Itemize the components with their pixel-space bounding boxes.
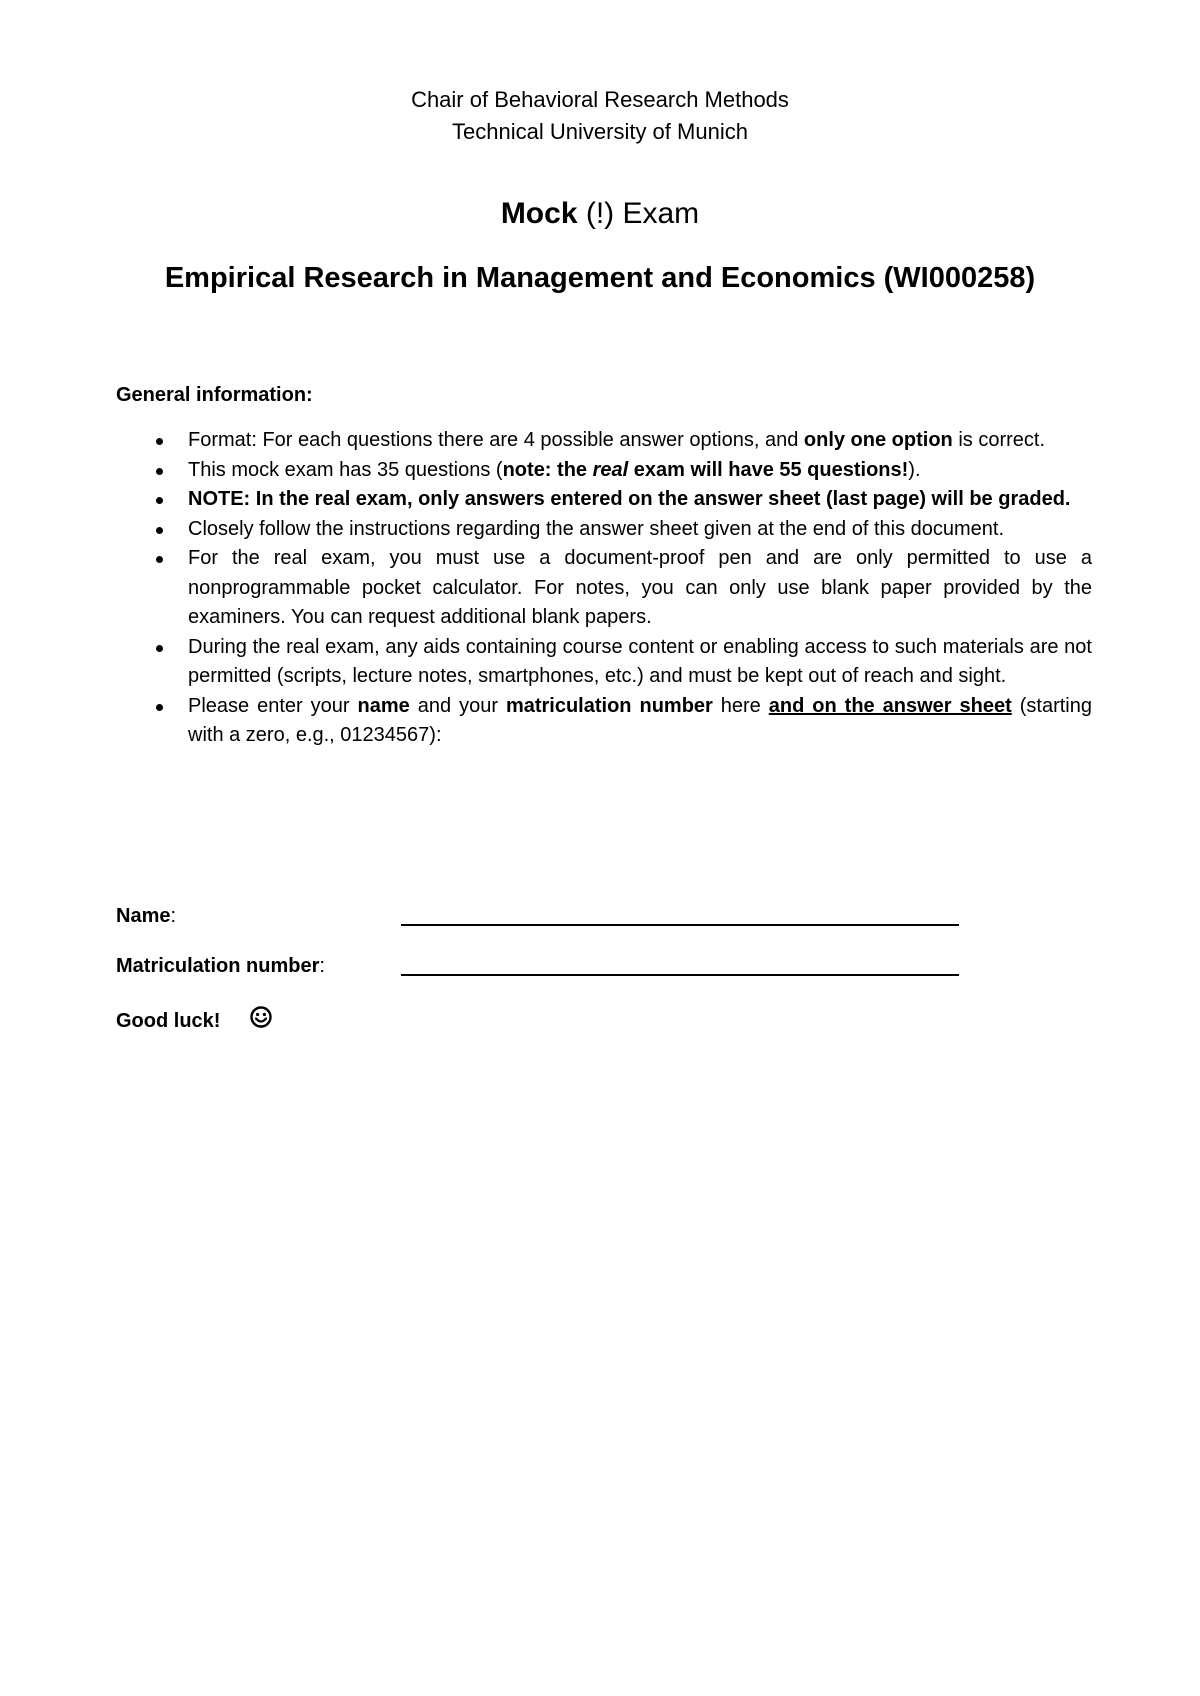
list-item: This mock exam has 35 questions (note: the real exam will have 55 questions!). xyxy=(116,456,1092,486)
course-title: Empirical Research in Management and Economics (WI000258) xyxy=(164,262,1036,294)
name-label: Name: xyxy=(116,905,177,927)
bullet-icon xyxy=(156,438,163,445)
general-information-list xyxy=(116,426,1092,751)
exam-title-bold: Mock xyxy=(500,197,578,230)
list-item: Please enter your name and your matriculation number here and on the answer sheet (starting with a zero, e.g., 01234567): xyxy=(116,692,1092,751)
bullet-icon xyxy=(156,704,163,711)
bullet-icon xyxy=(156,645,163,652)
bullet-icon xyxy=(156,556,163,563)
name-field[interactable] xyxy=(401,924,959,926)
bullet-icon xyxy=(156,497,163,504)
list-item: For the real exam, you must use a document-proof pen and are only permitted to use a nonprogrammable pocket calculator. For notes, you can only use blank paper provided by the examiners. You can request additional blank papers. xyxy=(116,544,1092,633)
institution-chair: Chair of Behavioral Research Methods xyxy=(411,87,789,112)
matriculation-number-field[interactable] xyxy=(401,974,959,976)
smiley-face-icon xyxy=(249,1005,273,1029)
bullet-icon xyxy=(156,468,163,475)
list-item: Format: For each questions there are 4 possible answer options, and only one option is correct. xyxy=(116,426,1092,456)
list-item: Closely follow the instructions regarding the answer sheet given at the end of this document. xyxy=(116,515,1092,545)
institution-university: Technical University of Munich xyxy=(452,119,748,144)
good-luck-text: Good luck! xyxy=(116,1010,221,1032)
list-item: NOTE: In the real exam, only answers entered on the answer sheet (last page) will be graded. xyxy=(116,485,1092,515)
general-information-heading: General information: xyxy=(116,384,313,406)
matriculation-number-label: Matriculation number: xyxy=(116,955,325,977)
exam-title-rest: (!) Exam xyxy=(577,197,700,230)
list-item: During the real exam, any aids containing course content or enabling access to such materials are not permitted (scripts, lecture notes, smartphones, etc.) and must be kept out of reach and sight. xyxy=(116,633,1092,692)
exam-title xyxy=(0,194,1200,234)
bullet-icon xyxy=(156,527,163,534)
